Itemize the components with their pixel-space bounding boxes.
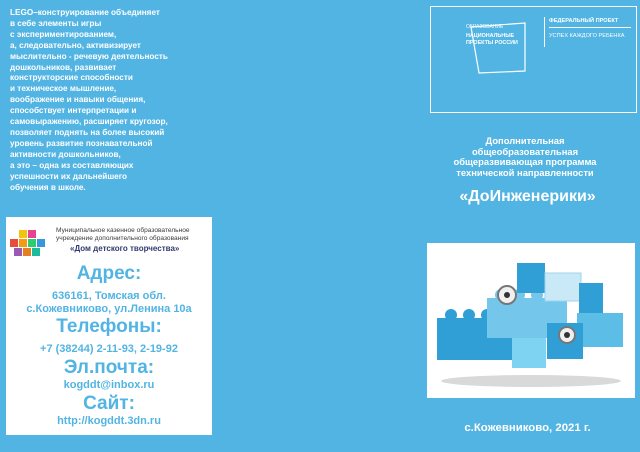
banner-project-name: УСПЕХ КАЖДОГО РЕБЕНКА [549,33,625,39]
phones-heading: Телефоны: [56,316,162,337]
address-heading: Адрес: [76,263,142,284]
banner-divider [544,17,545,47]
site-heading: Сайт: [83,393,135,414]
place-and-year: с.Кожевниково, 2021 г. [464,422,591,434]
address-line-2: с.Кожевниково, ул.Ленина 10а [26,303,192,315]
banner-rule [549,27,631,28]
program-description: Дополнительная общеобразовательная общеразвивающая программа технической направленности [453,135,597,178]
lego-description-text: LEGO–конструирование объединяет в себе элементы игры с экспериментированием, а, следовательно, активизирует мыслительно - речевую деятельность дошкольников, развивает конструкторские способности и техническое мышление, воображение и навыки общения, способствует интерпретации и самовыражению, расширяет кругозор, позволяет поднять на более высокий уровень развитие познавательной активности дошкольников, а это – одна из составляющих успешности их дальнейшего обучения в школе. [10,8,168,192]
program-title: «ДоИнженерики» [459,188,596,205]
organization-name: «Дом детского творчества» [70,244,180,253]
contact-card [6,217,212,435]
banner-education-label: ОБРАЗОВАНИЕ [466,24,504,30]
address-line-1: 636161, Томская обл. [52,290,166,302]
banner-federal-project-label: ФЕДЕРАЛЬНЫЙ ПРОЕКТ [549,18,619,24]
email-link[interactable]: kogddt@inbox.ru [63,379,155,391]
banner-national-projects-label: НАЦИОНАЛЬНЫЕ ПРОЕКТЫ РОССИИ [466,33,518,46]
email-heading: Эл.почта: [63,357,155,378]
site-link[interactable]: http://kogddt.3dn.ru [57,415,161,427]
house-of-creativity-logo-icon [10,225,50,257]
phones-text: +7 (38244) 2-11-93, 2-19-92 [40,343,178,355]
lego-bricks-illustration [427,243,635,398]
organization-type-text: Муниципальное казенное образовательное учреждение дополнительного образования [56,227,190,242]
national-projects-banner [430,6,637,113]
lego-bricks-photo [427,243,635,398]
